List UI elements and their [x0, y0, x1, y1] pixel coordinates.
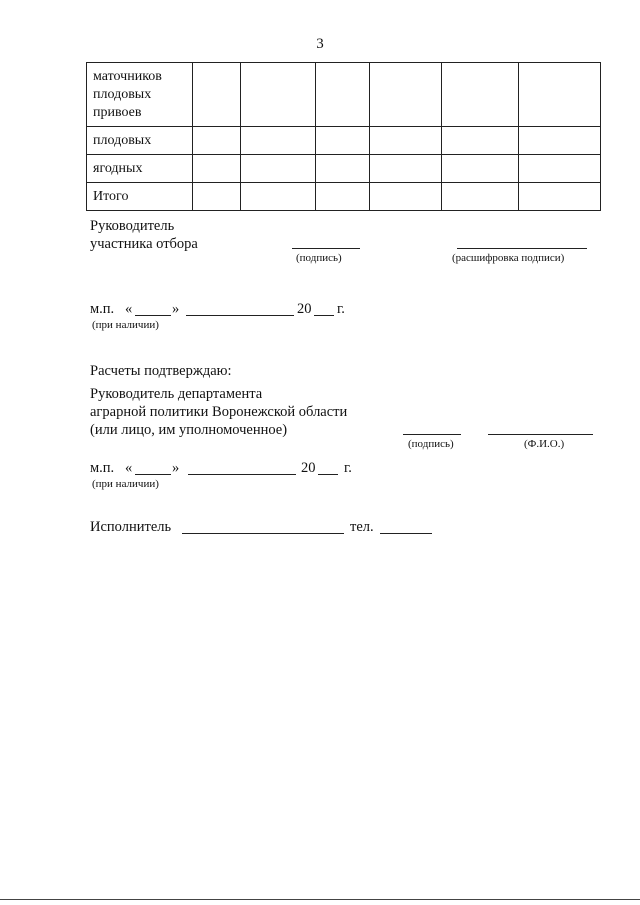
- table-cell: [193, 183, 241, 211]
- year-suffix: г.: [344, 460, 352, 476]
- table-cell: [241, 127, 316, 155]
- table-cell: [193, 127, 241, 155]
- table-cell: [316, 127, 370, 155]
- table-row: [87, 63, 601, 127]
- table-cell: [316, 183, 370, 211]
- table-cell: [519, 127, 601, 155]
- caption-signature: (подпись): [408, 438, 454, 450]
- data-table: [86, 62, 601, 211]
- table-cell: [241, 155, 316, 183]
- row-label: Итого: [87, 183, 193, 211]
- year-line: [314, 315, 334, 316]
- table-cell: [519, 63, 601, 127]
- table-cell: [316, 63, 370, 127]
- stamp-mp: м.п.: [90, 301, 115, 317]
- table-cell: [442, 183, 519, 211]
- year-line: [318, 474, 338, 475]
- table-cell: [370, 63, 442, 127]
- approver-title-line2: аграрной политики Воронежской области: [90, 404, 348, 420]
- table-cell: [193, 155, 241, 183]
- table-cell: [316, 155, 370, 183]
- stamp-mp: м.п.: [90, 460, 115, 476]
- quote-close: »: [172, 460, 180, 476]
- year-suffix: г.: [337, 301, 345, 317]
- table-cell: [193, 63, 241, 127]
- year-prefix: 20: [301, 460, 316, 476]
- signature-line: [403, 434, 461, 435]
- row-label: плодовых: [87, 127, 193, 155]
- executor-label: Исполнитель: [90, 519, 172, 535]
- name-line: [488, 434, 593, 435]
- quote-open: «: [125, 301, 133, 317]
- year-prefix: 20: [297, 301, 312, 317]
- caption-signature: (подпись): [296, 252, 342, 264]
- stamp-note: (при наличии): [92, 478, 159, 490]
- page-number: 3: [316, 36, 324, 52]
- table-cell: [442, 127, 519, 155]
- stamp-note: (при наличии): [92, 319, 159, 331]
- signer-title-line2: участника отбора: [90, 236, 198, 252]
- table-cell: [519, 155, 601, 183]
- caption-name: (Ф.И.О.): [524, 438, 565, 450]
- approver-title-line1: Руководитель департамента: [90, 386, 263, 402]
- executor-line: [182, 533, 344, 534]
- table-cell: [370, 127, 442, 155]
- table-row: [87, 155, 601, 183]
- phone-line: [380, 533, 432, 534]
- footer-rule: [0, 899, 640, 900]
- table-row: [87, 183, 601, 211]
- table-cell: [519, 183, 601, 211]
- day-line: [135, 474, 171, 475]
- signer-title-line1: Руководитель: [90, 218, 175, 234]
- approver-title-line3: (или лицо, им уполномоченное): [90, 422, 288, 438]
- caption-decoding: (расшифровка подписи): [452, 252, 565, 264]
- signature-line: [292, 248, 360, 249]
- month-line: [188, 474, 296, 475]
- phone-label: тел.: [350, 519, 374, 535]
- quote-open: «: [125, 460, 133, 476]
- table-cell: [442, 155, 519, 183]
- row-label: ягодных: [87, 155, 193, 183]
- table-cell: [241, 63, 316, 127]
- table-cell: [370, 183, 442, 211]
- month-line: [186, 315, 294, 316]
- confirm-text: Расчеты подтверждаю:: [90, 363, 232, 379]
- table-cell: [370, 155, 442, 183]
- table-cell: [442, 63, 519, 127]
- quote-close: »: [172, 301, 180, 317]
- row-label: маточников плодовых привоев: [87, 63, 193, 127]
- table-row: [87, 127, 601, 155]
- table-cell: [241, 183, 316, 211]
- decoding-line: [457, 248, 587, 249]
- day-line: [135, 315, 171, 316]
